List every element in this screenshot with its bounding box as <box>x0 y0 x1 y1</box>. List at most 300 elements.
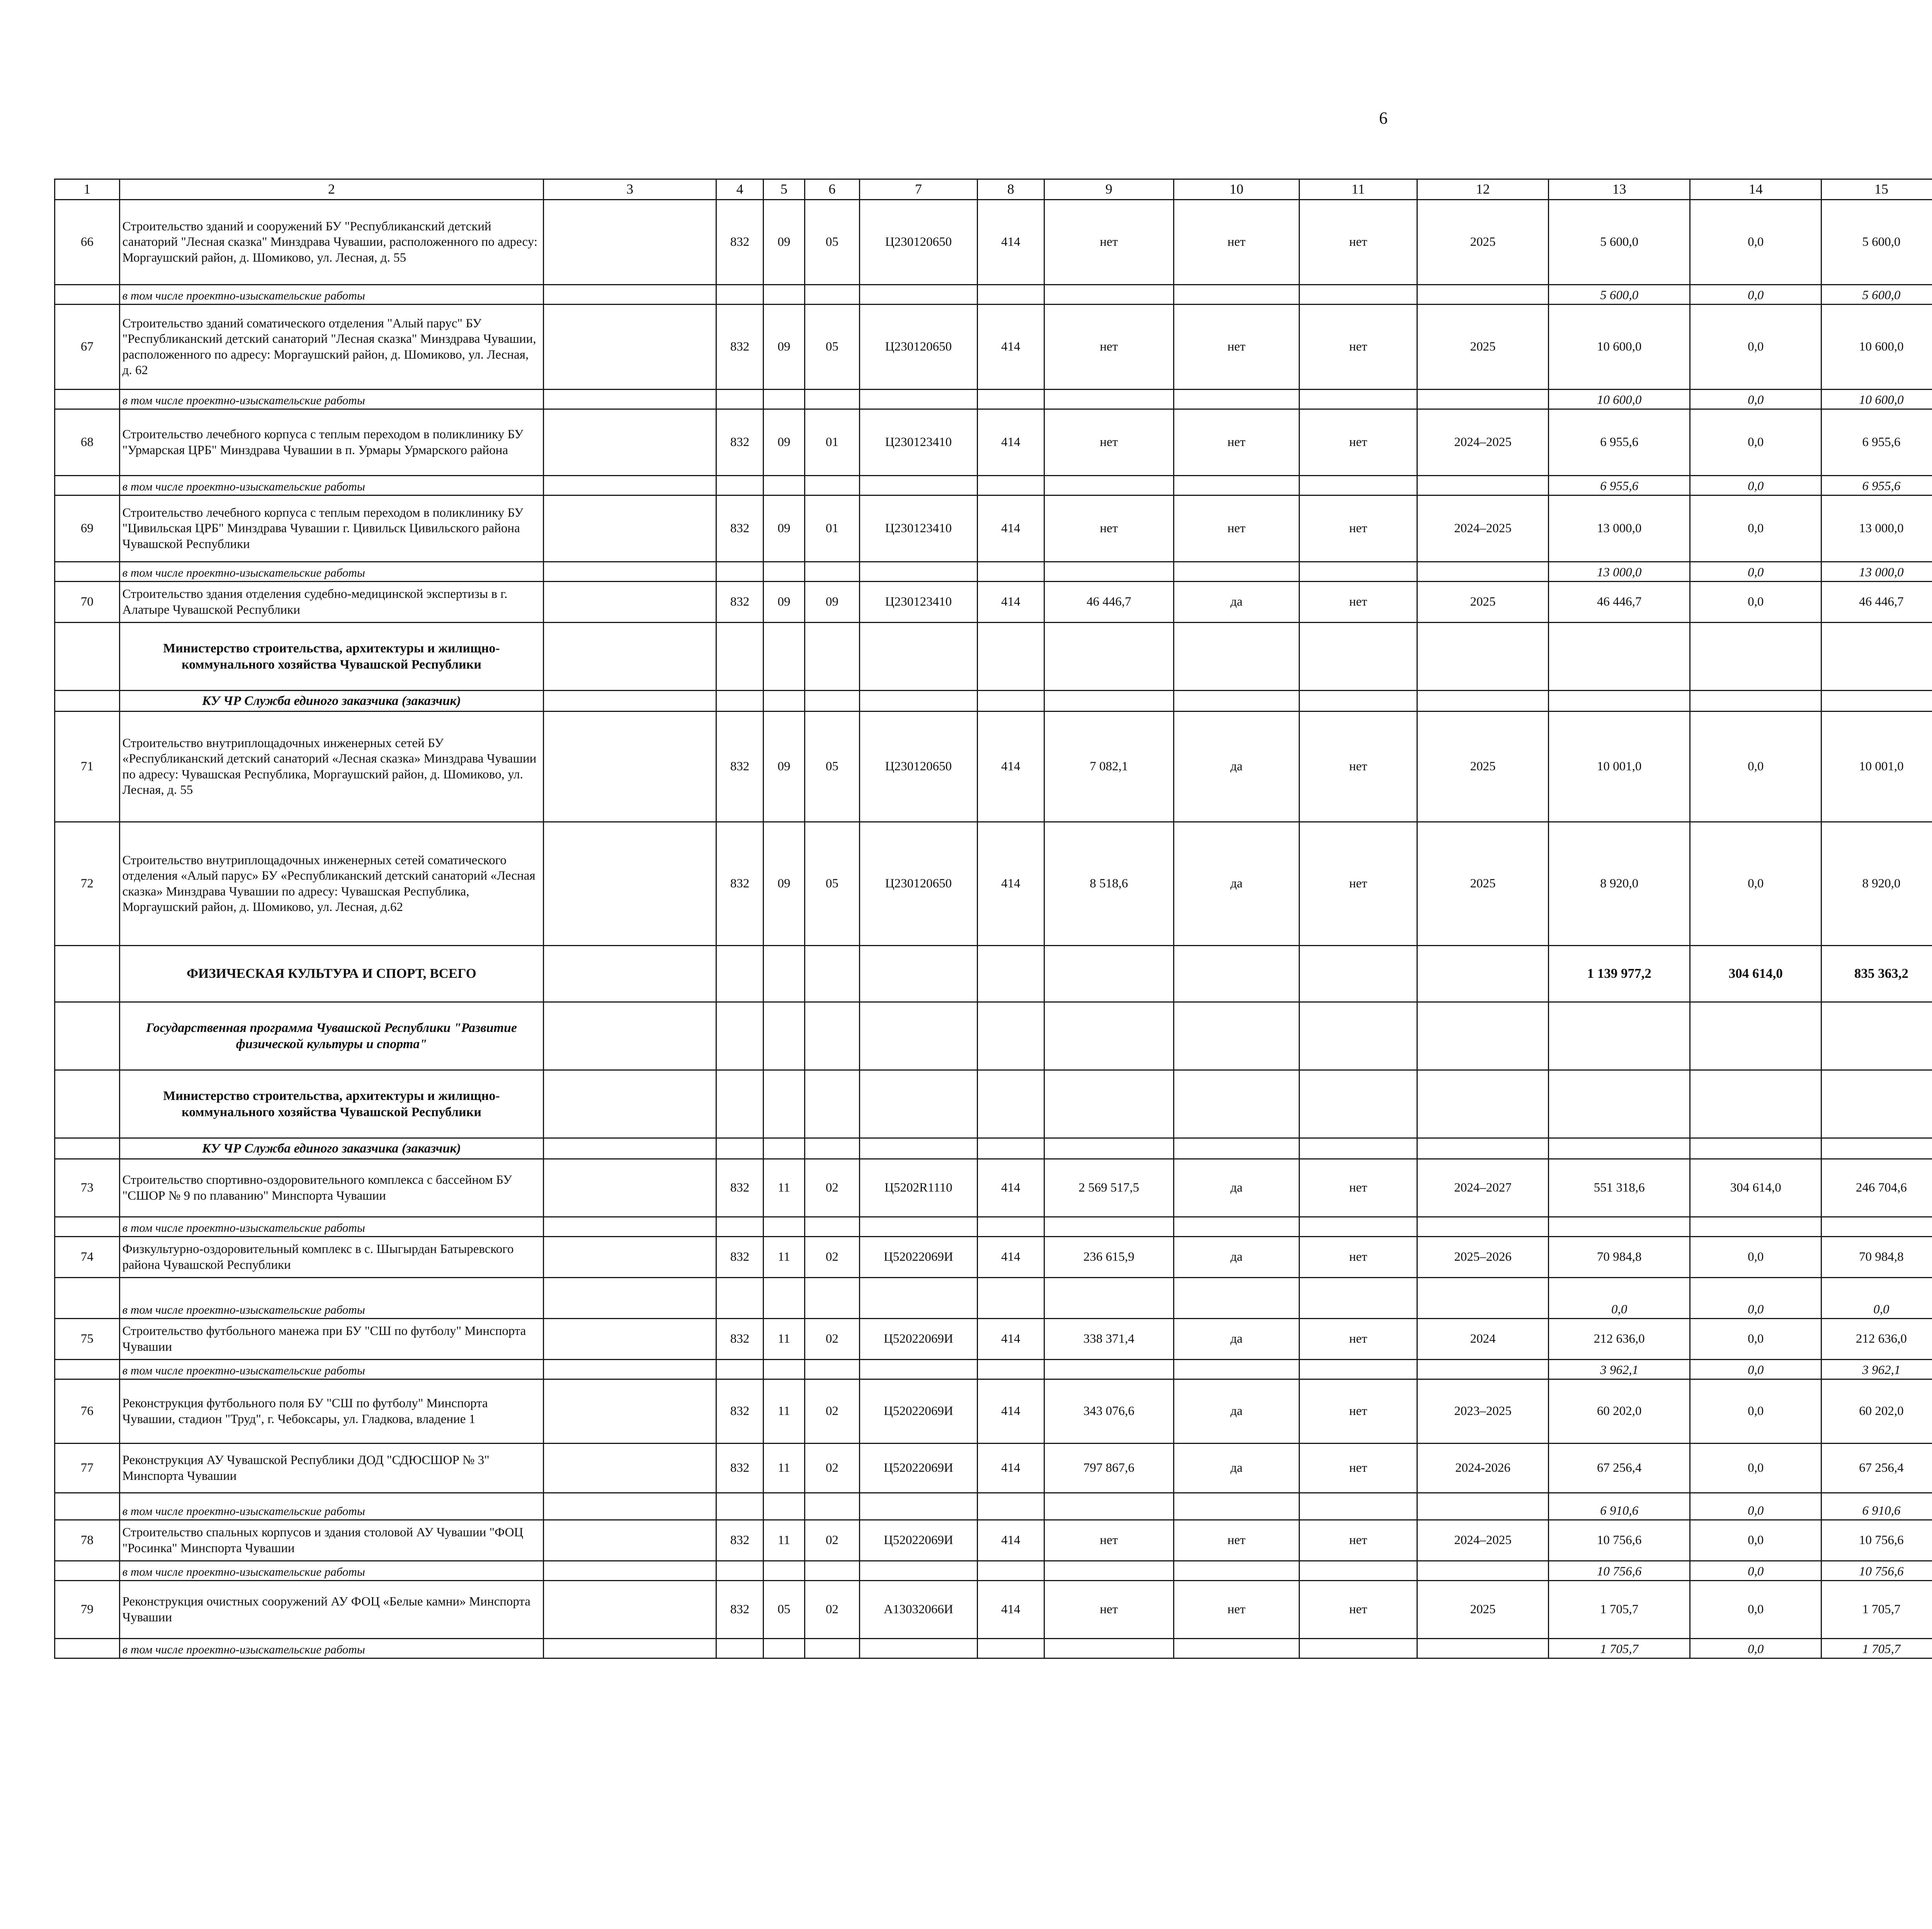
cell-name: Министерство строительства, архитектуры и жилищно-коммунального хозяйства Чувашской Республики <box>119 1070 543 1138</box>
cell-col-11 <box>1299 1138 1417 1159</box>
cell-col-13: 1 705,7 <box>1549 1581 1690 1639</box>
cell-col-14: 304 614,0 <box>1690 1159 1821 1217</box>
cell-col-8 <box>977 285 1044 305</box>
cell-col-10: да <box>1173 582 1299 623</box>
cell-col-10 <box>1173 285 1299 305</box>
cell-col-6 <box>804 1070 859 1138</box>
subtotal-row <box>55 476 1932 495</box>
cell-col-14 <box>1690 623 1821 691</box>
cell-col-8 <box>977 1639 1044 1658</box>
cell-col-15: 10 756,6 <box>1821 1520 1932 1561</box>
column-number-13: 13 <box>1549 179 1690 200</box>
cell-col-1: 70 <box>55 582 120 623</box>
cell-col-13: 13 000,0 <box>1549 495 1690 562</box>
cell-col-8 <box>977 623 1044 691</box>
cell-col-4 <box>716 1493 764 1520</box>
cell-col-9: 2 569 517,5 <box>1044 1159 1173 1217</box>
cell-col-8: 414 <box>977 495 1044 562</box>
column-number-3: 3 <box>544 179 716 200</box>
column-number-8: 8 <box>977 179 1044 200</box>
cell-name: Строительство здания отделения судебно-медицинской экспертизы в г. Алатыре Чувашской Республики <box>119 582 543 623</box>
cell-col-15: 8 920,0 <box>1821 822 1932 946</box>
cell-col-5 <box>764 623 805 691</box>
cell-col-1 <box>55 562 120 582</box>
cell-col-15: 10 001,0 <box>1821 712 1932 822</box>
cell-col-3 <box>544 946 716 1002</box>
investment-table <box>54 179 1932 1659</box>
cell-col-14: 0,0 <box>1690 1520 1821 1561</box>
column-number-7: 7 <box>860 179 978 200</box>
cell-col-8 <box>977 1493 1044 1520</box>
column-number-1: 1 <box>55 179 120 200</box>
cell-col-4 <box>716 1639 764 1658</box>
cell-col-11 <box>1299 1561 1417 1581</box>
cell-col-3 <box>544 623 716 691</box>
cell-name: Министерство строительства, архитектуры и жилищно-коммунального хозяйства Чувашской Республики <box>119 623 543 691</box>
cell-col-4 <box>716 1561 764 1581</box>
cell-col-9 <box>1044 476 1173 495</box>
cell-col-12: 2024 <box>1417 1319 1548 1360</box>
cell-col-8: 414 <box>977 1319 1044 1360</box>
cell-col-7: Ц230120650 <box>860 712 978 822</box>
cell-col-15: 835 363,2 <box>1821 946 1932 1002</box>
cell-col-5 <box>764 946 805 1002</box>
cell-col-11 <box>1299 1070 1417 1138</box>
cell-col-9: 343 076,6 <box>1044 1379 1173 1444</box>
cell-col-14: 0,0 <box>1690 285 1821 305</box>
subtotal-row <box>55 1561 1932 1581</box>
cell-col-7: Ц230120650 <box>860 822 978 946</box>
cell-col-1: 75 <box>55 1319 120 1360</box>
cell-col-12: 2025 <box>1417 712 1548 822</box>
cell-col-9: 236 615,9 <box>1044 1237 1173 1278</box>
cell-col-14: 0,0 <box>1690 409 1821 476</box>
cell-col-14: 0,0 <box>1690 1237 1821 1278</box>
cell-col-12 <box>1417 1070 1548 1138</box>
cell-col-10: нет <box>1173 1581 1299 1639</box>
cell-col-7: Ц52022069И <box>860 1237 978 1278</box>
cell-col-7: Ц230120650 <box>860 305 978 390</box>
cell-col-14: 0,0 <box>1690 200 1821 285</box>
cell-col-3 <box>544 1493 716 1520</box>
table-row <box>55 495 1932 562</box>
cell-col-15: 5 600,0 <box>1821 200 1932 285</box>
cell-col-5: 09 <box>764 495 805 562</box>
cell-col-5 <box>764 562 805 582</box>
cell-col-4: 832 <box>716 1444 764 1493</box>
cell-col-11 <box>1299 691 1417 712</box>
cell-col-12: 2023–2025 <box>1417 1379 1548 1444</box>
cell-col-8: 414 <box>977 1159 1044 1217</box>
cell-col-1: 78 <box>55 1520 120 1561</box>
cell-name: Строительство зданий соматического отделения "Алый парус" БУ "Республиканский детский санаторий "Лесная сказка" Минздрава Чувашии, расположенного по адресу: Моргаушский район, д. Шомиково, ул. Лесная, д. 62 <box>119 305 543 390</box>
cell-col-9 <box>1044 1639 1173 1658</box>
cell-col-9 <box>1044 1217 1173 1237</box>
cell-col-10: да <box>1173 1237 1299 1278</box>
cell-col-5: 09 <box>764 582 805 623</box>
cell-col-13: 10 600,0 <box>1549 305 1690 390</box>
cell-col-3 <box>544 1581 716 1639</box>
cell-col-9: нет <box>1044 495 1173 562</box>
cell-name: КУ ЧР Служба единого заказчика (заказчик) <box>119 691 543 712</box>
cell-col-7: Ц5202R1110 <box>860 1159 978 1217</box>
cell-col-1: 73 <box>55 1159 120 1217</box>
cell-col-1 <box>55 285 120 305</box>
cell-col-15: 13 000,0 <box>1821 495 1932 562</box>
cell-col-1 <box>55 1278 120 1319</box>
cell-name: Строительство спортивно-оздоровительного комплекса с бассейном БУ "СШОР № 9 по плаванию" Минспорта Чувашии <box>119 1159 543 1217</box>
cell-col-14: 0,0 <box>1690 822 1821 946</box>
cell-col-9: нет <box>1044 1520 1173 1561</box>
table-row <box>55 1379 1932 1444</box>
cell-col-4: 832 <box>716 1159 764 1217</box>
cell-col-14: 0,0 <box>1690 712 1821 822</box>
cell-col-6 <box>804 1002 859 1070</box>
cell-col-12 <box>1417 1493 1548 1520</box>
table-row <box>55 1444 1932 1493</box>
cell-col-11 <box>1299 562 1417 582</box>
cell-col-15 <box>1821 623 1932 691</box>
cell-col-15: 10 600,0 <box>1821 390 1932 409</box>
cell-col-3 <box>544 285 716 305</box>
cell-name: Строительство спальных корпусов и здания столовой АУ Чувашии "ФОЦ "Росинка" Минспорта Чувашии <box>119 1520 543 1561</box>
cell-col-9 <box>1044 1360 1173 1379</box>
cell-col-10: да <box>1173 1379 1299 1444</box>
cell-col-10: да <box>1173 1159 1299 1217</box>
cell-col-15 <box>1821 691 1932 712</box>
cell-col-3 <box>544 1138 716 1159</box>
cell-col-14 <box>1690 1217 1821 1237</box>
cell-col-7 <box>860 1639 978 1658</box>
cell-col-7: Ц52022069И <box>860 1319 978 1360</box>
subtotal-row <box>55 390 1932 409</box>
cell-col-8 <box>977 1561 1044 1581</box>
cell-col-1: 72 <box>55 822 120 946</box>
cell-col-4: 832 <box>716 822 764 946</box>
cell-col-9: нет <box>1044 409 1173 476</box>
section-header-row <box>55 623 1932 691</box>
cell-col-9 <box>1044 285 1173 305</box>
table-row <box>55 200 1932 285</box>
cell-col-10 <box>1173 390 1299 409</box>
column-number-14: 14 <box>1690 179 1821 200</box>
cell-col-15: 10 600,0 <box>1821 305 1932 390</box>
cell-col-4 <box>716 1278 764 1319</box>
cell-col-13: 10 756,6 <box>1549 1561 1690 1581</box>
cell-col-4: 832 <box>716 200 764 285</box>
cell-col-11: нет <box>1299 582 1417 623</box>
cell-col-13: 10 600,0 <box>1549 390 1690 409</box>
cell-name: в том числе проектно-изыскательские работы <box>119 476 543 495</box>
cell-col-1: 71 <box>55 712 120 822</box>
cell-col-5 <box>764 390 805 409</box>
column-number-2: 2 <box>119 179 543 200</box>
cell-col-3 <box>544 1561 716 1581</box>
cell-col-1 <box>55 390 120 409</box>
cell-col-4: 832 <box>716 495 764 562</box>
cell-col-10 <box>1173 562 1299 582</box>
cell-col-5: 11 <box>764 1520 805 1561</box>
cell-name: Строительство лечебного корпуса с теплым переходом в поликлинику БУ "Урмарская ЦРБ" Минздрава Чувашии в п. Урмары Урмарского района <box>119 409 543 476</box>
cell-col-12: 2024–2025 <box>1417 495 1548 562</box>
cell-name: в том числе проектно-изыскательские работы <box>119 1217 543 1237</box>
cell-col-1 <box>55 1561 120 1581</box>
cell-col-3 <box>544 305 716 390</box>
cell-col-7 <box>860 1360 978 1379</box>
cell-col-3 <box>544 495 716 562</box>
cell-col-6: 02 <box>804 1581 859 1639</box>
section-header-row <box>55 1002 1932 1070</box>
cell-col-15: 212 636,0 <box>1821 1319 1932 1360</box>
cell-col-3 <box>544 1237 716 1278</box>
cell-col-12 <box>1417 1278 1548 1319</box>
cell-name: ФИЗИЧЕСКАЯ КУЛЬТУРА И СПОРТ, ВСЕГО <box>119 946 543 1002</box>
cell-col-10 <box>1173 1360 1299 1379</box>
cell-col-1 <box>55 1360 120 1379</box>
cell-col-8: 414 <box>977 1444 1044 1493</box>
cell-col-1: 74 <box>55 1237 120 1278</box>
cell-col-10: да <box>1173 712 1299 822</box>
cell-col-11 <box>1299 476 1417 495</box>
cell-col-8: 414 <box>977 1237 1044 1278</box>
cell-col-10 <box>1173 1217 1299 1237</box>
cell-col-15 <box>1821 1002 1932 1070</box>
cell-col-9 <box>1044 691 1173 712</box>
cell-col-10: нет <box>1173 200 1299 285</box>
cell-col-7 <box>860 1493 978 1520</box>
cell-name: в том числе проектно-изыскательские работы <box>119 1278 543 1319</box>
section-total-row <box>55 946 1932 1002</box>
column-number-10: 10 <box>1173 179 1299 200</box>
cell-col-5: 11 <box>764 1159 805 1217</box>
cell-col-8: 414 <box>977 1581 1044 1639</box>
cell-col-9: нет <box>1044 1581 1173 1639</box>
cell-col-14: 0,0 <box>1690 305 1821 390</box>
cell-col-8: 414 <box>977 582 1044 623</box>
cell-col-9 <box>1044 1002 1173 1070</box>
cell-col-13 <box>1549 623 1690 691</box>
cell-col-12: 2024–2025 <box>1417 1520 1548 1561</box>
cell-col-3 <box>544 1444 716 1493</box>
cell-col-7 <box>860 1217 978 1237</box>
cell-col-12 <box>1417 1002 1548 1070</box>
column-number-11: 11 <box>1299 179 1417 200</box>
cell-col-3 <box>544 1159 716 1217</box>
cell-name: Строительство футбольного манежа при БУ "СШ по футболу" Минспорта Чувашии <box>119 1319 543 1360</box>
cell-col-4: 832 <box>716 409 764 476</box>
column-number-12: 12 <box>1417 179 1548 200</box>
cell-col-8 <box>977 1070 1044 1138</box>
cell-col-15: 6 955,6 <box>1821 476 1932 495</box>
cell-col-15: 246 704,6 <box>1821 1159 1932 1217</box>
cell-col-11: нет <box>1299 1581 1417 1639</box>
cell-col-7: Ц230123410 <box>860 582 978 623</box>
cell-col-14 <box>1690 691 1821 712</box>
cell-name: в том числе проектно-изыскательские работы <box>119 562 543 582</box>
cell-col-15 <box>1821 1217 1932 1237</box>
cell-col-5 <box>764 1217 805 1237</box>
cell-col-15: 6 910,6 <box>1821 1493 1932 1520</box>
cell-col-14: 0,0 <box>1690 1561 1821 1581</box>
cell-col-8: 414 <box>977 822 1044 946</box>
cell-col-8 <box>977 946 1044 1002</box>
cell-col-7: А13032066И <box>860 1581 978 1639</box>
cell-col-5: 09 <box>764 822 805 946</box>
cell-col-11: нет <box>1299 1444 1417 1493</box>
cell-col-1 <box>55 1639 120 1658</box>
cell-col-13 <box>1549 1138 1690 1159</box>
subtotal-row <box>55 1217 1932 1237</box>
cell-col-4: 832 <box>716 712 764 822</box>
cell-name: Строительство внутриплощадочных инженерных сетей БУ «Республиканский детский санаторий «Лесная сказка» Минздрава Чувашии по адресу: Чувашская Республика, Моргаушский район, д. Шомиково, ул. Лесная, д. 55 <box>119 712 543 822</box>
cell-col-4: 832 <box>716 1379 764 1444</box>
cell-col-15: 13 000,0 <box>1821 562 1932 582</box>
cell-col-3 <box>544 1360 716 1379</box>
table-row <box>55 1237 1932 1278</box>
cell-col-15 <box>1821 1070 1932 1138</box>
cell-col-12: 2025–2026 <box>1417 1237 1548 1278</box>
cell-name: в том числе проектно-изыскательские работы <box>119 1360 543 1379</box>
subtotal-row <box>55 285 1932 305</box>
cell-col-15: 3 962,1 <box>1821 1360 1932 1379</box>
cell-col-7: Ц230123410 <box>860 495 978 562</box>
cell-col-8 <box>977 691 1044 712</box>
cell-col-14: 0,0 <box>1690 1379 1821 1444</box>
cell-col-1 <box>55 1217 120 1237</box>
cell-col-8 <box>977 1360 1044 1379</box>
cell-col-14: 0,0 <box>1690 390 1821 409</box>
cell-col-3 <box>544 1070 716 1138</box>
table-row <box>55 1159 1932 1217</box>
table-row <box>55 1581 1932 1639</box>
cell-col-4 <box>716 476 764 495</box>
cell-col-10: нет <box>1173 409 1299 476</box>
cell-col-15: 67 256,4 <box>1821 1444 1932 1493</box>
cell-name: Строительство зданий и сооружений БУ "Республиканский детский санаторий "Лесная сказка" Минздрава Чувашии, расположенного по адресу: Моргаушский район, д. Шомиково, ул. Лесная, д. 55 <box>119 200 543 285</box>
cell-col-10: да <box>1173 1444 1299 1493</box>
cell-col-11: нет <box>1299 712 1417 822</box>
cell-col-12: 2025 <box>1417 1581 1548 1639</box>
cell-col-11: нет <box>1299 822 1417 946</box>
cell-col-3 <box>544 691 716 712</box>
cell-col-5 <box>764 476 805 495</box>
cell-col-7 <box>860 285 978 305</box>
cell-col-9 <box>1044 390 1173 409</box>
cell-col-3 <box>544 712 716 822</box>
cell-col-6 <box>804 1360 859 1379</box>
cell-col-9 <box>1044 1493 1173 1520</box>
cell-col-4: 832 <box>716 305 764 390</box>
cell-col-5 <box>764 285 805 305</box>
cell-col-6: 02 <box>804 1237 859 1278</box>
cell-col-4 <box>716 1217 764 1237</box>
cell-col-6 <box>804 623 859 691</box>
cell-col-1 <box>55 1493 120 1520</box>
cell-col-13: 551 318,6 <box>1549 1159 1690 1217</box>
cell-col-3 <box>544 1639 716 1658</box>
cell-col-13 <box>1549 1002 1690 1070</box>
cell-col-13: 212 636,0 <box>1549 1319 1690 1360</box>
cell-col-10: нет <box>1173 495 1299 562</box>
cell-col-5: 11 <box>764 1319 805 1360</box>
cell-col-15: 60 202,0 <box>1821 1379 1932 1444</box>
cell-col-9: 338 371,4 <box>1044 1319 1173 1360</box>
cell-col-13: 8 920,0 <box>1549 822 1690 946</box>
cell-col-9: 8 518,6 <box>1044 822 1173 946</box>
cell-col-14: 0,0 <box>1690 476 1821 495</box>
cell-col-6: 01 <box>804 409 859 476</box>
cell-col-11 <box>1299 390 1417 409</box>
cell-col-13: 6 955,6 <box>1549 409 1690 476</box>
cell-col-9 <box>1044 1070 1173 1138</box>
cell-col-14: 0,0 <box>1690 1639 1821 1658</box>
cell-col-11: нет <box>1299 409 1417 476</box>
cell-col-6: 09 <box>804 582 859 623</box>
cell-col-8: 414 <box>977 1379 1044 1444</box>
cell-col-10 <box>1173 623 1299 691</box>
cell-col-8 <box>977 1217 1044 1237</box>
cell-col-9 <box>1044 1138 1173 1159</box>
cell-col-6 <box>804 1639 859 1658</box>
cell-col-6 <box>804 691 859 712</box>
cell-col-4 <box>716 691 764 712</box>
cell-col-13: 0,0 <box>1549 1278 1690 1319</box>
cell-col-13: 46 446,7 <box>1549 582 1690 623</box>
cell-col-1 <box>55 1002 120 1070</box>
cell-col-1 <box>55 946 120 1002</box>
cell-col-7 <box>860 390 978 409</box>
cell-col-7 <box>860 476 978 495</box>
cell-col-4 <box>716 1138 764 1159</box>
cell-col-12 <box>1417 1561 1548 1581</box>
cell-col-8 <box>977 390 1044 409</box>
table-row <box>55 822 1932 946</box>
cell-col-13: 60 202,0 <box>1549 1379 1690 1444</box>
cell-col-11 <box>1299 1002 1417 1070</box>
cell-col-3 <box>544 390 716 409</box>
column-number-row <box>55 179 1932 200</box>
cell-col-6: 02 <box>804 1520 859 1561</box>
cell-col-6 <box>804 562 859 582</box>
cell-col-11: нет <box>1299 200 1417 285</box>
cell-col-3 <box>544 476 716 495</box>
cell-col-12 <box>1417 1217 1548 1237</box>
cell-name: Реконструкция футбольного поля БУ "СШ по футболу" Минспорта Чувашии, стадион "Труд", г. Чебоксары, ул. Гладкова, владение 1 <box>119 1379 543 1444</box>
cell-col-3 <box>544 822 716 946</box>
cell-name: Реконструкция очистных сооружений АУ ФОЦ «Белые камни» Минспорта Чувашии <box>119 1581 543 1639</box>
cell-col-14: 0,0 <box>1690 1319 1821 1360</box>
cell-col-10 <box>1173 1278 1299 1319</box>
cell-col-10: нет <box>1173 1520 1299 1561</box>
cell-col-5: 05 <box>764 1581 805 1639</box>
cell-col-7 <box>860 1138 978 1159</box>
cell-col-4 <box>716 390 764 409</box>
cell-col-4 <box>716 1002 764 1070</box>
cell-col-5 <box>764 1138 805 1159</box>
cell-col-3 <box>544 200 716 285</box>
subtotal-row <box>55 562 1932 582</box>
cell-col-6 <box>804 476 859 495</box>
cell-col-13: 6 910,6 <box>1549 1493 1690 1520</box>
cell-col-13: 70 984,8 <box>1549 1237 1690 1278</box>
cell-col-10 <box>1173 1493 1299 1520</box>
cell-col-4 <box>716 285 764 305</box>
cell-col-7 <box>860 691 978 712</box>
cell-col-14 <box>1690 1138 1821 1159</box>
cell-col-6 <box>804 390 859 409</box>
cell-col-4: 832 <box>716 1319 764 1360</box>
cell-col-13: 67 256,4 <box>1549 1444 1690 1493</box>
